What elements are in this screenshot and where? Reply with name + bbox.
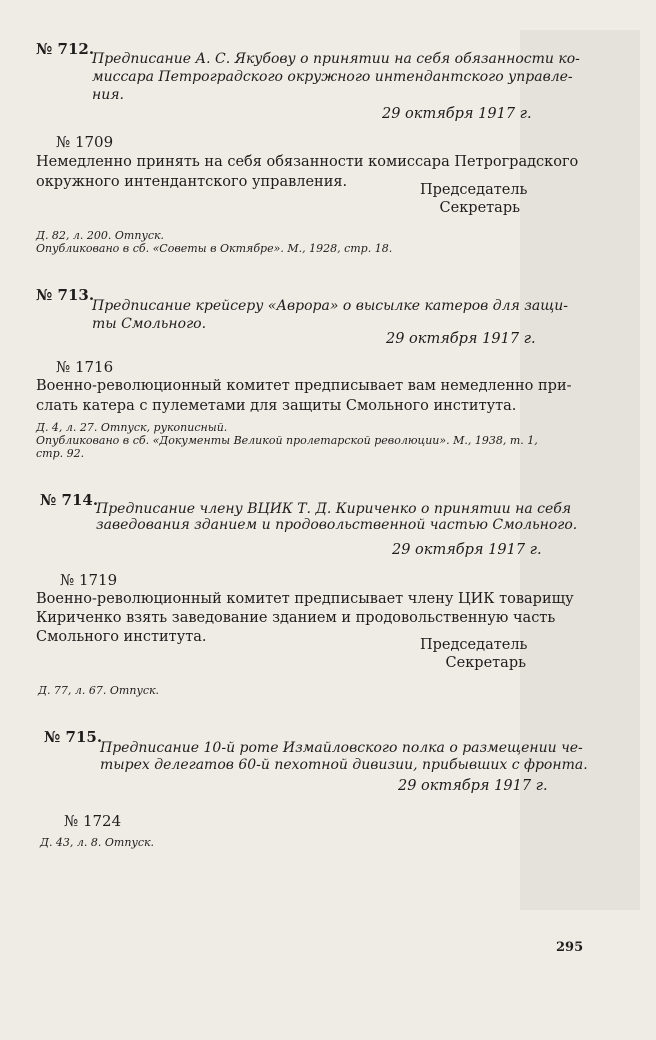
entry-title-line: тырех делегатов 60-й пехотной дивизии, прибывших с фронта. [100, 757, 588, 773]
body-line: Кириченко взять заведование зданием и продовольственную часть [36, 610, 556, 626]
entry-number: № 715. [44, 728, 103, 746]
body-line: Немедленно принять на себя обязанности комиссара Петроградского [36, 154, 579, 170]
page-number: 295 [556, 940, 584, 955]
entry-number: № 713. [36, 286, 95, 304]
entry-title-line: ния. [92, 87, 124, 103]
entry-number: № 714. [40, 491, 99, 509]
body-line: Военно-революционный комитет предписывает вам немедленно при- [36, 378, 572, 394]
entry-title-line: миссара Петроградского окружного интендантского управле- [92, 69, 573, 85]
archive-reference: Д. 82, л. 200. Отпуск. [36, 229, 165, 242]
publication-reference: Опубликовано в сб. «Документы Великой пролетарской революции». М., 1938, т. 1, [36, 434, 538, 447]
document-number: № 1719 [60, 571, 118, 589]
document-number: № 1724 [64, 812, 122, 830]
archive-reference: Д. 43, л. 8. Отпуск. [40, 836, 155, 849]
body-line: окружного интендантского управления. [36, 174, 348, 190]
body-line: слать катера с пулеметами для защиты Смольного института. [36, 398, 517, 414]
publication-reference-cont: стр. 92. [36, 447, 85, 460]
signature-secretary: Секретарь [439, 200, 520, 216]
entry-title-line: заведования зданием и продовольственной частью Смольного. [96, 517, 578, 533]
entry-date: 29 октября 1917 г. [398, 778, 548, 794]
entry-title-line: ты Смольного. [92, 316, 207, 332]
document-number: № 1709 [56, 133, 114, 151]
entry-title-line: Предписание А. С. Якубову о принятии на себя обязанности ко- [92, 51, 580, 67]
entry-date: 29 октября 1917 г. [382, 106, 532, 122]
entry-title-line: Предписание члену ВЦИК Т. Д. Кириченко о принятии на себя [96, 501, 572, 517]
entry-number: № 712. [36, 40, 95, 58]
entry-date: 29 октября 1917 г. [392, 542, 542, 558]
archive-reference: Д. 77, л. 67. Отпуск. [38, 684, 160, 697]
body-line: Смольного института. [36, 629, 207, 645]
document-number: № 1716 [56, 358, 114, 376]
signature-secretary: Секретарь [445, 655, 526, 671]
signature-chairman: Председатель [420, 637, 528, 653]
publication-reference: Опубликовано в сб. «Советы в Октябре». М., 1928, стр. 18. [36, 242, 393, 255]
entry-date: 29 октября 1917 г. [386, 331, 536, 347]
entry-title-line: Предписание 10-й роте Измайловского полка о размещении че- [100, 740, 583, 756]
body-line: Военно-революционный комитет предписывает члену ЦИК товарищу [36, 591, 574, 607]
archive-reference: Д. 4, л. 27. Отпуск, рукописный. [36, 421, 228, 434]
signature-chairman: Председатель [420, 182, 528, 198]
entry-title-line: Предписание крейсеру «Аврора» о высылке катеров для защи- [92, 298, 569, 314]
